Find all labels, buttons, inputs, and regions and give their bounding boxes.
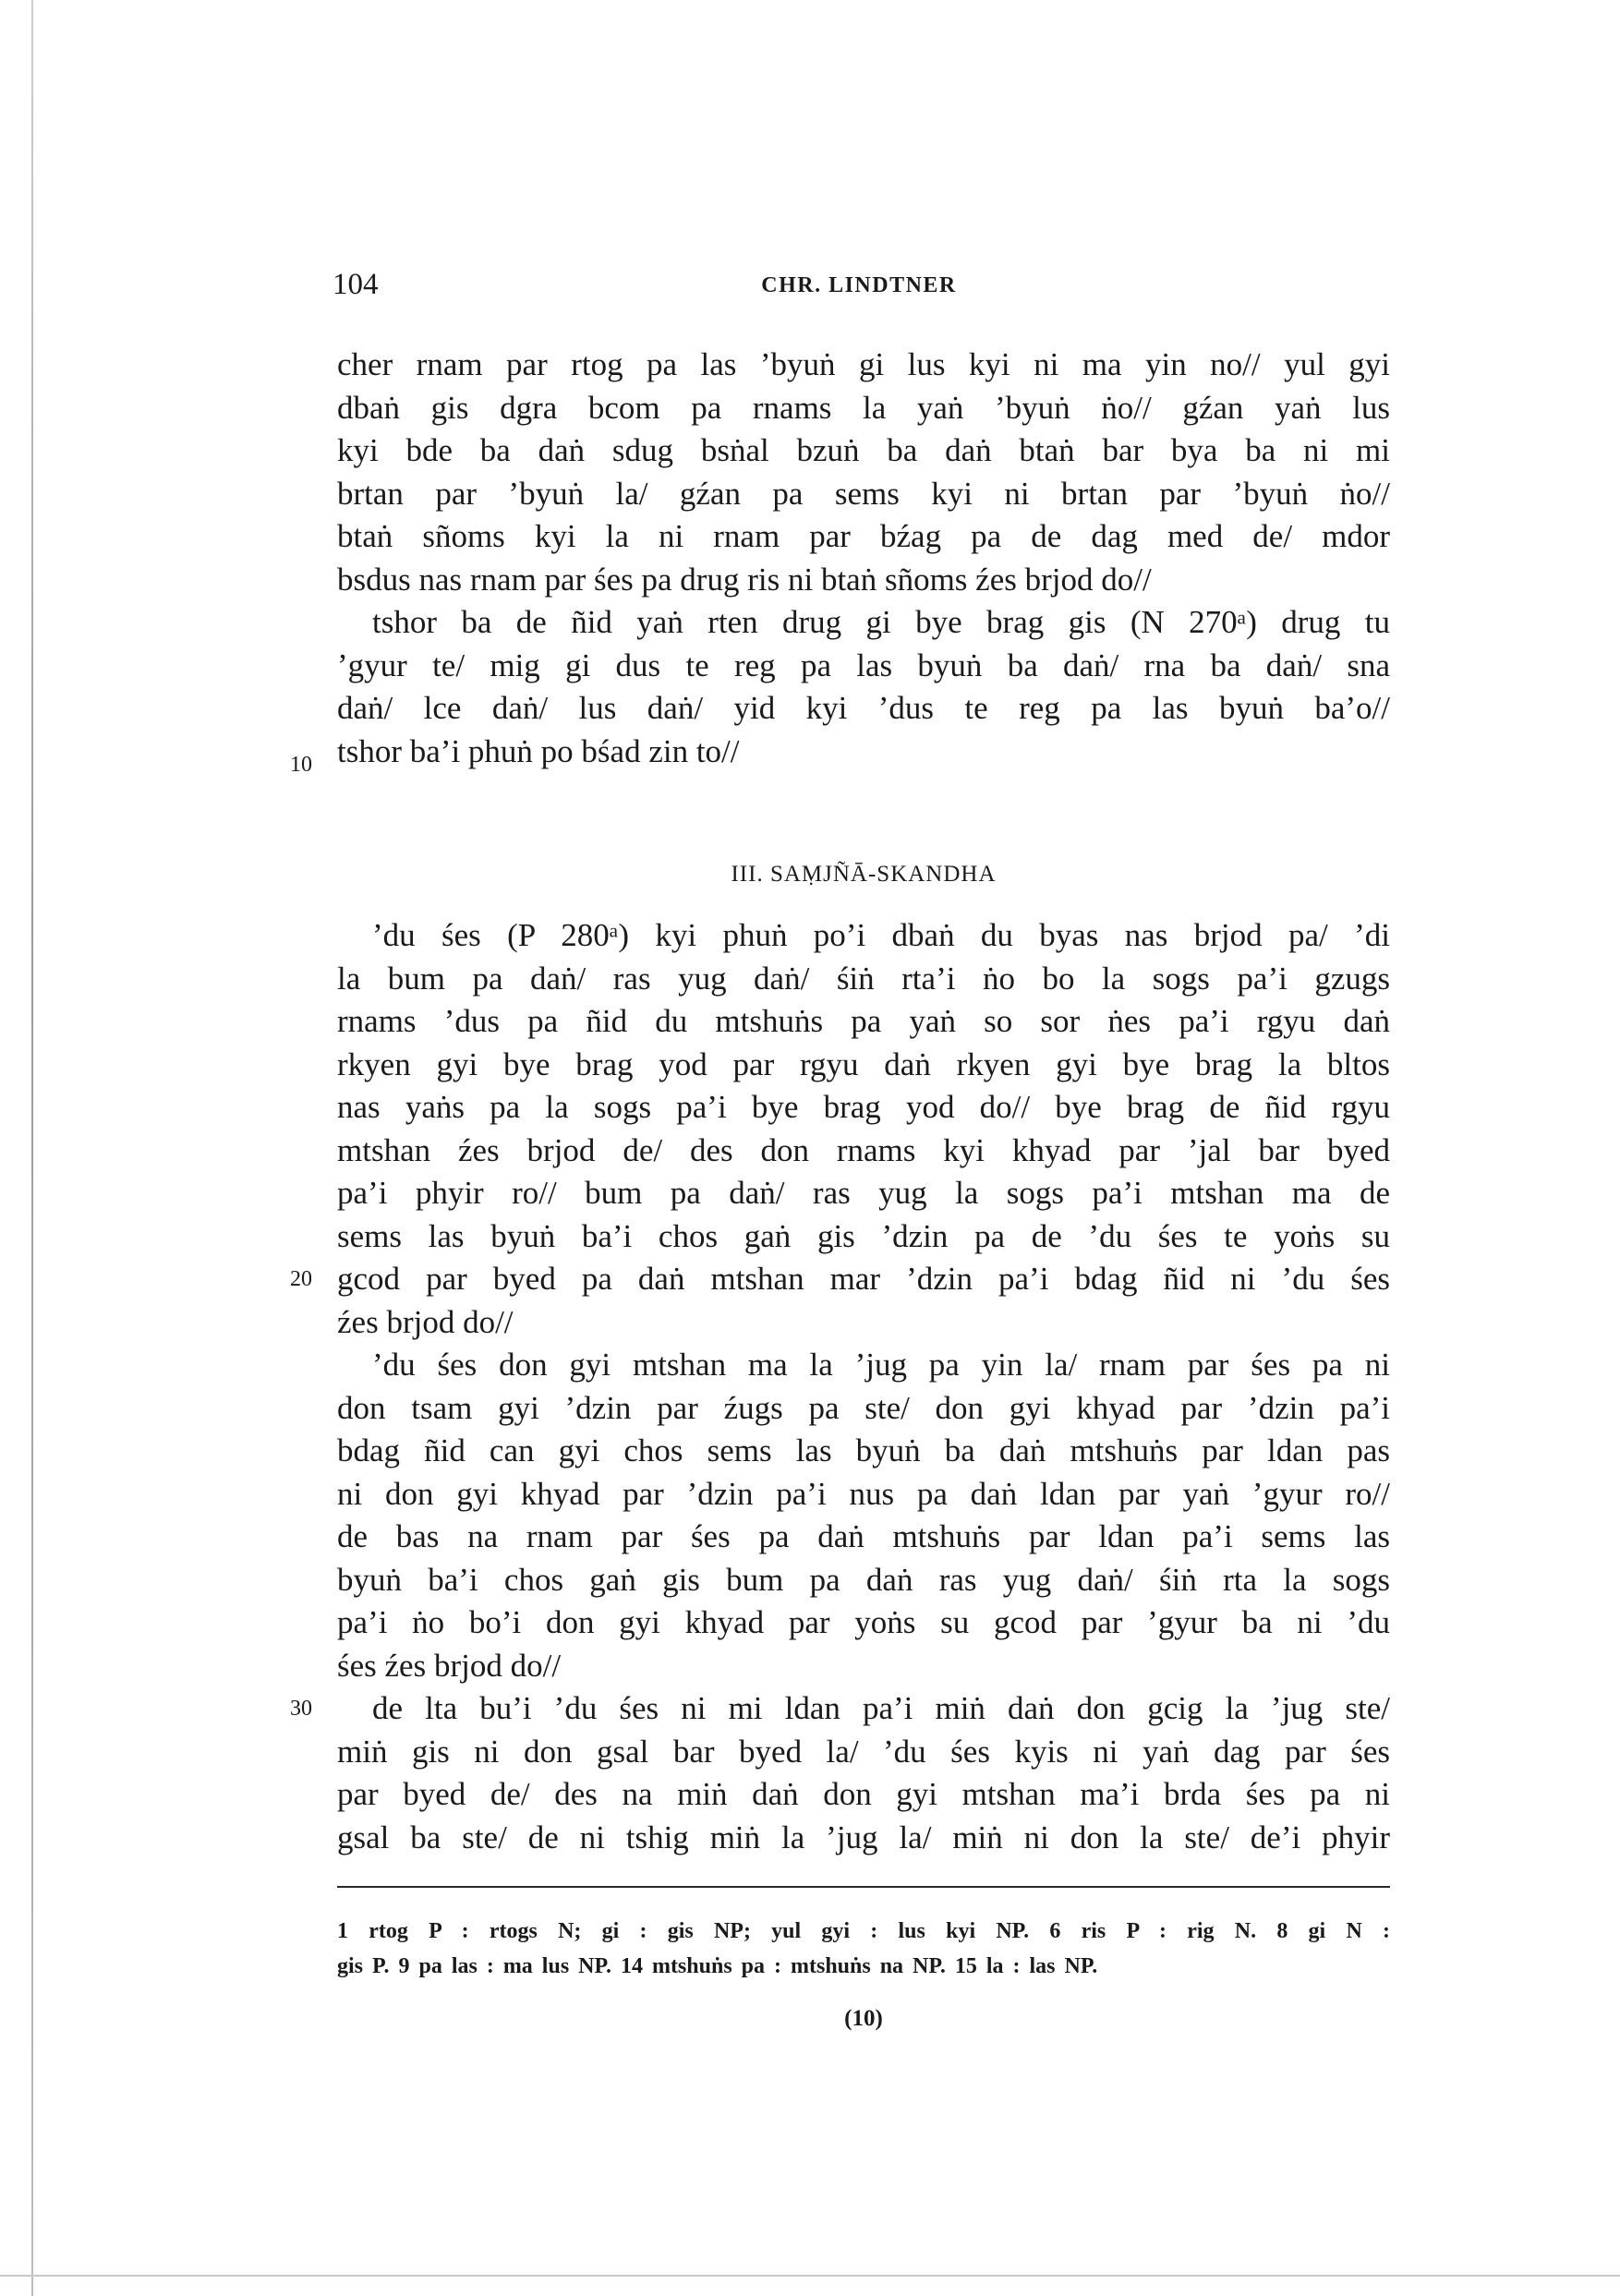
- signature-mark: (10): [844, 2006, 883, 2031]
- page-number: 104: [332, 268, 379, 301]
- text-line: tshor ba de ñid yaṅ rten drug gi bye brag gis (N 270ᵃ) drug tu: [372, 604, 1390, 640]
- footnotes: [337, 1914, 1390, 1984]
- text-line: par byed de/ des na miṅ daṅ don gyi mtshan ma’i brda śes pa ni: [337, 1776, 1390, 1812]
- body-text-section-two: [337, 914, 1390, 1859]
- line-number-30: 30: [290, 1697, 312, 1721]
- text-line: cher rnam par rtog pa las ’byuṅ gi lus kyi ni ma yin no// yul gyi: [337, 346, 1390, 382]
- text-line: ni don gyi khyad par ’dzin pa’i nus pa daṅ ldan par yaṅ ’gyur ro//: [337, 1475, 1390, 1512]
- footnote-line: gis P. 9 pa las : ma lus NP. 14 mtshuṅs pa : mtshuṅs na NP. 15 la : las NP.: [337, 1954, 1098, 1978]
- page-header: [332, 268, 1385, 305]
- footnote-rule: [337, 1886, 1390, 1888]
- text-line: źes brjod do//: [337, 1303, 514, 1340]
- text-line: btaṅ sñoms kyi la ni rnam par bźag pa de dag med de/ mdor: [337, 518, 1390, 554]
- text-line: kyi bde ba daṅ sdug bsṅal bzuṅ ba daṅ btaṅ bar bya ba ni mi: [337, 432, 1390, 468]
- text-line: śes źes brjod do//: [337, 1647, 562, 1684]
- text-line: ’du śes don gyi mtshan ma la ’jug pa yin la/ rnam par śes pa ni: [372, 1347, 1390, 1383]
- page-edge-left: [31, 0, 33, 2296]
- text-line: gsal ba ste/ de ni tshig miṅ la ’jug la/ miṅ ni don la ste/ de’i phyir: [337, 1819, 1390, 1855]
- body-text-section-one: [337, 344, 1390, 773]
- line-number-10: 10: [290, 753, 312, 777]
- text-line: bdag ñid can gyi chos sems las byuṅ ba daṅ mtshuṅs par ldan pas: [337, 1432, 1390, 1468]
- line-number-20: 20: [290, 1267, 312, 1291]
- text-line: pa’i ṅo bo’i don gyi khyad par yoṅs su gcod par ’gyur ba ni ’du: [337, 1604, 1390, 1640]
- text-line: ’gyur te/ mig gi dus te reg pa las byuṅ ba daṅ/ rna ba daṅ/ sna: [337, 647, 1390, 683]
- text-line: de bas na rnam par śes pa daṅ mtshuṅs par ldan pa’i sems las: [337, 1518, 1390, 1554]
- text-line: don tsam gyi ’dzin par źugs pa ste/ don gyi khyad par ’dzin pa’i: [337, 1389, 1390, 1426]
- page-edge-bottom: [0, 2275, 1620, 2277]
- text-line: brtan par ’byuṅ la/ gźan pa sems kyi ni brtan par ’byuṅ ṅo//: [337, 475, 1390, 512]
- running-head: CHR. LINDTNER: [761, 273, 957, 297]
- text-line: dbaṅ gis dgra bcom pa rnams la yaṅ ’byuṅ ṅo// gźan yaṅ lus: [337, 389, 1390, 426]
- text-line: ’du śes (P 280ᵃ) kyi phuṅ po’i dbaṅ du byas nas brjod pa/ ’di: [372, 917, 1390, 953]
- text-line: de lta bu’i ’du śes ni mi ldan pa’i miṅ daṅ don gcig la ’jug ste/: [372, 1690, 1390, 1726]
- text-line: pa’i phyir ro// bum pa daṅ/ ras yug la sogs pa’i mtshan ma de: [337, 1175, 1390, 1211]
- text-line: mtshan źes brjod de/ des don rnams kyi khyad par ’jal bar byed: [337, 1131, 1390, 1168]
- text-line: rnams ’dus pa ñid du mtshuṅs pa yaṅ so sor ṅes pa’i rgyu daṅ: [337, 1003, 1390, 1039]
- text-line: miṅ gis ni don gsal bar byed la/ ’du śes kyis ni yaṅ dag par śes: [337, 1733, 1390, 1770]
- text-line: sems las byuṅ ba’i chos gaṅ gis ’dzin pa de ’du śes te yoṅs su: [337, 1217, 1390, 1254]
- section-heading: III. SAṂJÑĀ-SKANDHA: [731, 862, 997, 887]
- text-line: byuṅ ba’i chos gaṅ gis bum pa daṅ ras yug daṅ/ śiṅ rta la sogs: [337, 1561, 1390, 1598]
- text-line: la bum pa daṅ/ ras yug daṅ/ śiṅ rta’i ṅo bo la sogs pa’i gzugs: [337, 960, 1390, 997]
- text-line: daṅ/ lce daṅ/ lus daṅ/ yid kyi ’dus te reg pa las byuṅ ba’o//: [337, 690, 1390, 726]
- text-line: nas yaṅs pa la sogs pa’i bye brag yod do// bye brag de ñid rgyu: [337, 1089, 1390, 1125]
- text-line: rkyen gyi bye brag yod par rgyu daṅ rkyen gyi bye brag la bltos: [337, 1045, 1390, 1082]
- text-line: gcod par byed pa daṅ mtshan mar ’dzin pa’i bdag ñid ni ’du śes: [337, 1261, 1390, 1297]
- text-line: bsdus nas rnam par śes pa drug ris ni btaṅ sñoms źes brjod do//: [337, 561, 1152, 598]
- footnote-line: 1 rtog P : rtogs N; gi : gis NP; yul gyi : lus kyi NP. 6 ris P : rig N. 8 gi N :: [337, 1919, 1390, 1943]
- text-line: tshor ba’i phuṅ po bśad zin to//: [337, 732, 740, 769]
